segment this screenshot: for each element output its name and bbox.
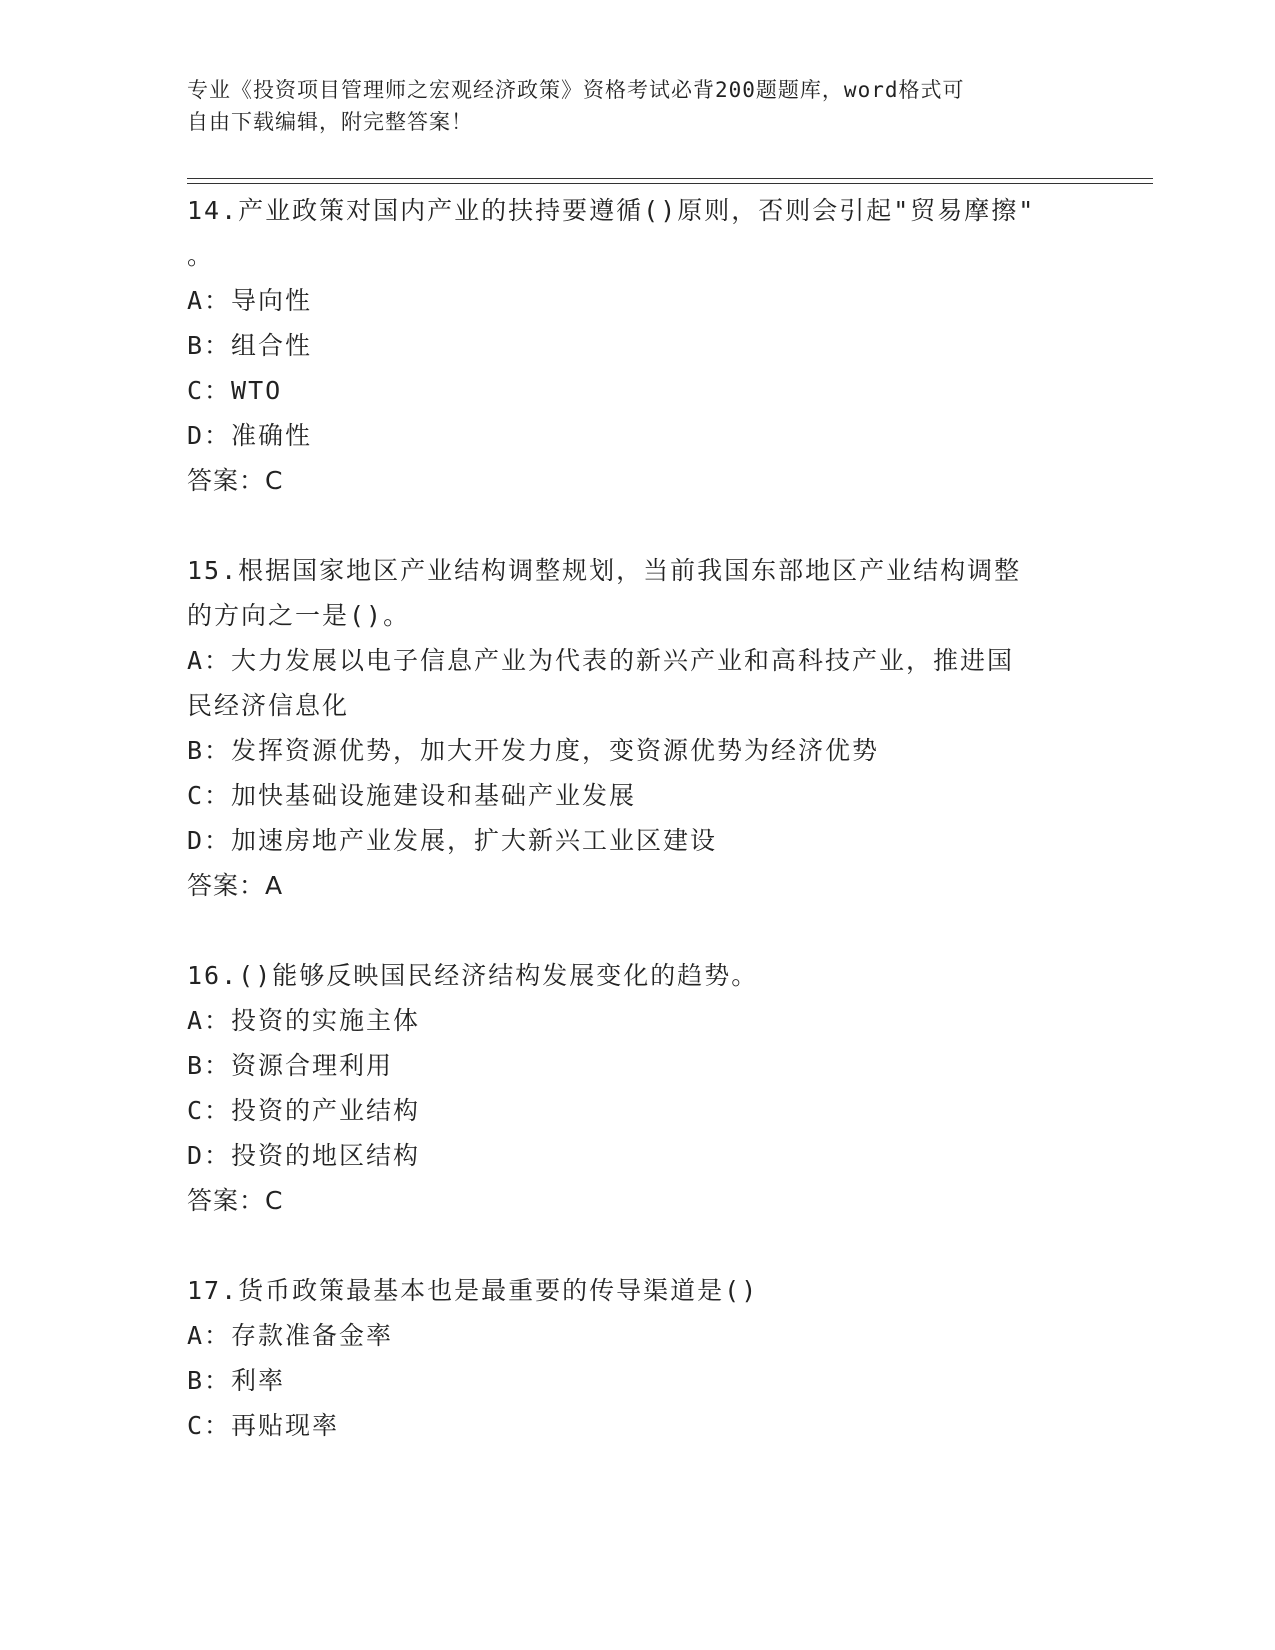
question-stem: 15.根据国家地区产业结构调整规划，当前我国东部地区产业结构调整 bbox=[187, 556, 1022, 585]
option-b: B：资源合理利用 bbox=[187, 1051, 394, 1080]
document-header bbox=[187, 74, 1087, 138]
option-b: B：利率 bbox=[187, 1366, 286, 1395]
question-15 bbox=[187, 548, 1087, 908]
question-list bbox=[187, 188, 1087, 1448]
option-b: B：组合性 bbox=[187, 331, 313, 360]
question-stem: 14.产业政策对国内产业的扶持要遵循()原则，否则会引起"贸易摩擦" bbox=[187, 196, 1036, 225]
answer: 答案：C bbox=[187, 1186, 284, 1215]
question-stem-continued: 。 bbox=[187, 241, 215, 270]
question-spacer bbox=[187, 503, 1087, 548]
header-line-2: 自由下载编辑，附完整答案！ bbox=[187, 110, 473, 134]
option-a: A：导向性 bbox=[187, 286, 313, 315]
option-c: C：WTO bbox=[187, 376, 283, 405]
option-a-continued: 民经济信息化 bbox=[187, 691, 350, 720]
option-a: A：存款准备金率 bbox=[187, 1321, 394, 1350]
question-stem: 16.()能够反映国民经济结构发展变化的趋势。 bbox=[187, 961, 759, 990]
option-a: A：投资的实施主体 bbox=[187, 1006, 421, 1035]
question-16 bbox=[187, 953, 1087, 1223]
option-b: B：发挥资源优势，加大开发力度，变资源优势为经济优势 bbox=[187, 736, 880, 765]
header-divider-top bbox=[187, 178, 1153, 179]
answer: 答案：A bbox=[187, 871, 284, 900]
option-d: D：加速房地产业发展，扩大新兴工业区建设 bbox=[187, 826, 718, 855]
option-c: C：再贴现率 bbox=[187, 1411, 340, 1440]
header-divider-bottom bbox=[187, 183, 1153, 184]
question-stem: 17.货币政策最基本也是最重要的传导渠道是() bbox=[187, 1276, 759, 1305]
question-14 bbox=[187, 188, 1087, 503]
question-stem-continued: 的方向之一是()。 bbox=[187, 601, 411, 630]
option-c: C：投资的产业结构 bbox=[187, 1096, 421, 1125]
answer: 答案：C bbox=[187, 466, 284, 495]
option-a: A：大力发展以电子信息产业为代表的新兴产业和高科技产业，推进国 bbox=[187, 646, 1015, 675]
header-line-1: 专业《投资项目管理师之宏观经济政策》资格考试必背200题题库，word格式可 bbox=[187, 78, 965, 102]
question-spacer bbox=[187, 908, 1087, 953]
option-d: D：投资的地区结构 bbox=[187, 1141, 421, 1170]
question-17 bbox=[187, 1268, 1087, 1448]
option-c: C：加快基础设施建设和基础产业发展 bbox=[187, 781, 637, 810]
option-d: D：准确性 bbox=[187, 421, 313, 450]
question-spacer bbox=[187, 1223, 1087, 1268]
